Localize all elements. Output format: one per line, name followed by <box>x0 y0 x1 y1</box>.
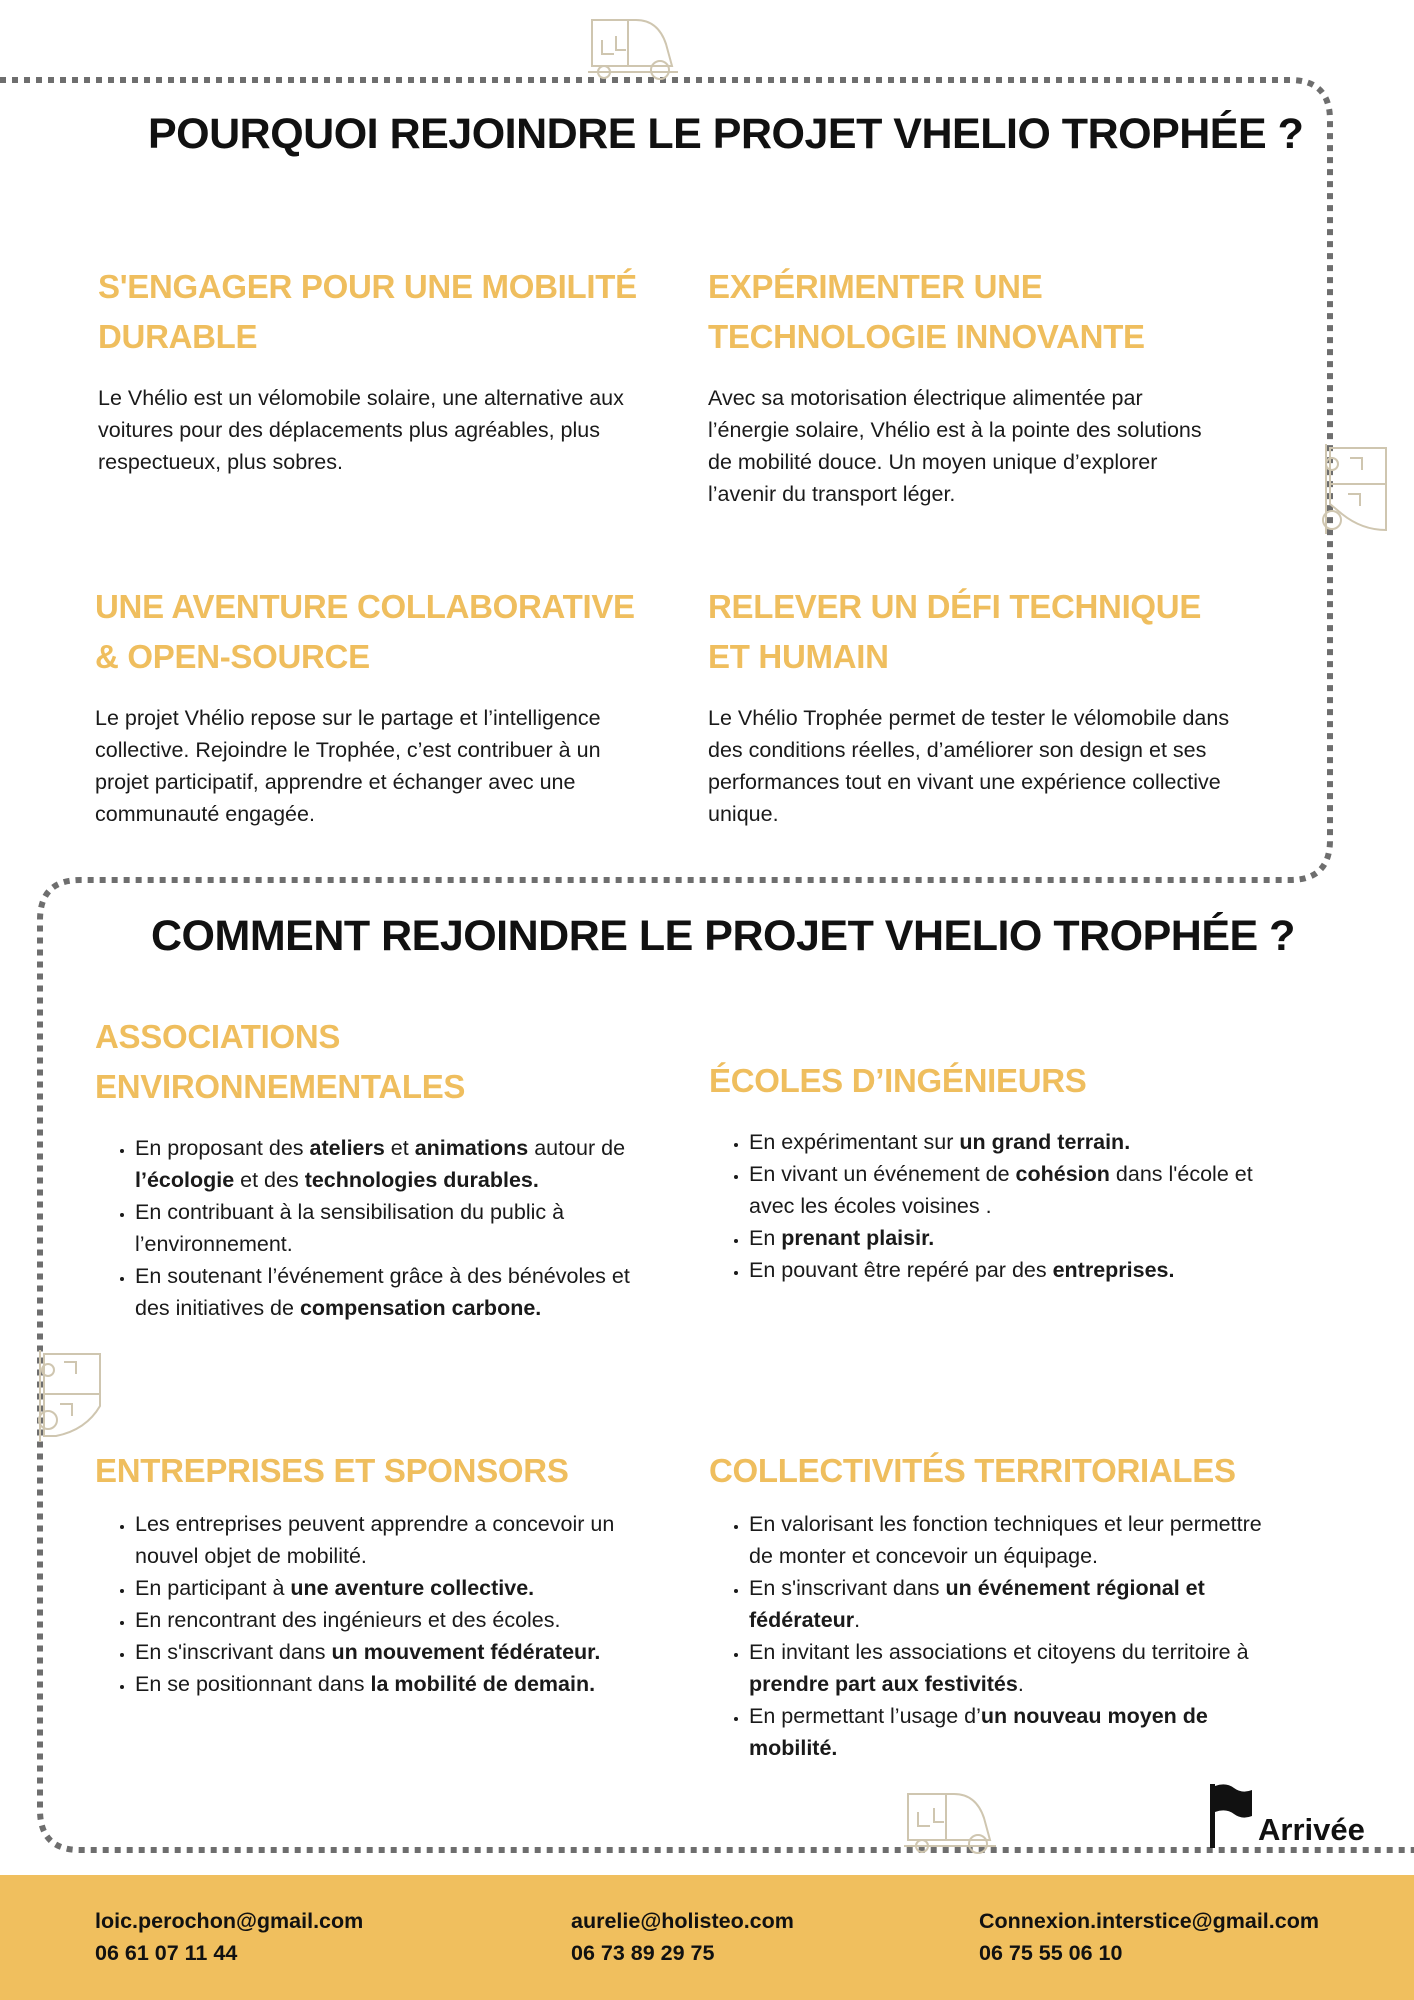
list-item: • En s'inscrivant dans un mouvement fédérateur. <box>135 1636 640 1668</box>
emphasis-text: un mouvement fédérateur. <box>331 1640 601 1664</box>
benefit-text: Le Vhélio Trophée permet de tester le vélomobile dans des conditions réelles, d’améliorer son design et ses performances tout en vivant une expérience collective unique. <box>708 706 1230 826</box>
list-item: • En vivant un événement de cohésion dans l'école et avec les écoles voisines . <box>749 1158 1254 1222</box>
list-item: • En soutenant l’événement grâce à des bénévoles et des initiatives de compensation carbone. <box>135 1260 640 1324</box>
benefit-heading: S'ENGAGER POUR UNE MOBILITÉ DURABLE <box>98 268 637 355</box>
benefit-card-technologie <box>708 262 1228 510</box>
audience-heading: ÉCOLES D’INGÉNIEURS <box>709 1062 1087 1099</box>
benefit-card-open-source <box>95 582 640 830</box>
contact-block <box>571 1905 794 1969</box>
emphasis-text: la mobilité de demain. <box>370 1672 596 1696</box>
audience-list <box>709 1508 1284 1764</box>
contact-block <box>979 1905 1319 1969</box>
contact-phone[interactable]: 06 61 07 11 44 <box>95 1941 238 1965</box>
audience-ecoles <box>709 1056 1254 1286</box>
list-item: • En permettant l’usage d’un nouveau moyen de mobilité. <box>749 1700 1284 1764</box>
list-item: • En valorisant les fonction techniques et leur permettre de monter et concevoir un équipage. <box>749 1508 1284 1572</box>
emphasis-text: l’écologie <box>135 1168 235 1192</box>
contact-email[interactable]: loic.perochon@gmail.com <box>95 1909 364 1933</box>
emphasis-text: compensation carbone. <box>299 1296 542 1320</box>
list-item: • En expérimentant sur un grand terrain. <box>749 1126 1254 1158</box>
audience-heading: ENTREPRISES ET SPONSORS <box>95 1452 569 1489</box>
audience-list <box>709 1126 1254 1286</box>
benefit-heading: EXPÉRIMENTER UNE TECHNOLOGIE INNOVANTE <box>708 268 1145 355</box>
section1-title: POURQUOI REJOINDRE LE PROJET VHELIO TROPHÉE ? <box>148 110 1304 158</box>
contact-footer <box>0 1875 1414 2000</box>
section2-title: COMMENT REJOINDRE LE PROJET VHELIO TROPHÉE ? <box>151 912 1295 960</box>
solar-velomobile-icon <box>36 1350 104 1442</box>
audience-associations <box>95 1012 640 1324</box>
emphasis-text: un nouveau moyen de mobilité. <box>749 1704 1208 1760</box>
emphasis-text: entreprises. <box>1052 1258 1175 1282</box>
contact-phone[interactable]: 06 73 89 29 75 <box>571 1941 715 1965</box>
contact-block <box>95 1905 363 1969</box>
benefit-text: Le Vhélio est un vélomobile solaire, une alternative aux voitures pour des déplacements plus agréables, plus respectueux, plus sobres. <box>98 386 624 474</box>
emphasis-text: ateliers <box>309 1136 385 1160</box>
list-item: • En prenant plaisir. <box>749 1222 1254 1254</box>
list-item: • En rencontrant des ingénieurs et des écoles. <box>135 1604 640 1636</box>
finish-marker <box>1206 1782 1365 1848</box>
list-item: • En se positionnant dans la mobilité de demain. <box>135 1668 640 1700</box>
solar-velomobile-icon <box>588 14 680 82</box>
emphasis-text: cohésion <box>1015 1162 1110 1186</box>
benefit-card-mobilite <box>98 262 638 478</box>
list-item: • Les entreprises peuvent apprendre a concevoir un nouvel objet de mobilité. <box>135 1508 640 1572</box>
audience-entreprises <box>95 1446 640 1700</box>
emphasis-text: prenant plaisir. <box>781 1226 935 1250</box>
finish-label: Arrivée <box>1258 1812 1365 1847</box>
list-item: • En s'inscrivant dans un événement régional et fédérateur. <box>749 1572 1284 1636</box>
list-item: • En participant à une aventure collective. <box>135 1572 640 1604</box>
audience-heading: ASSOCIATIONS ENVIRONNEMENTALES <box>95 1018 466 1105</box>
benefit-heading: UNE AVENTURE COLLABORATIVE & OPEN-SOURCE <box>95 588 635 675</box>
benefit-card-defi <box>708 582 1238 830</box>
finish-flag-icon <box>1206 1782 1254 1848</box>
list-item: • En proposant des ateliers et animations autour de l’écologie et des technologies durables. <box>135 1132 640 1196</box>
contact-phone[interactable]: 06 75 55 06 10 <box>979 1941 1123 1965</box>
contact-email[interactable]: Connexion.interstice@gmail.com <box>979 1909 1319 1933</box>
emphasis-text: animations <box>414 1136 529 1160</box>
benefit-text: Avec sa motorisation électrique alimentée par l’énergie solaire, Vhélio est à la pointe des solutions de mobilité douce. Un moyen unique d’explorer l’avenir du transport léger. <box>708 386 1202 506</box>
solar-velomobile-icon <box>904 1788 996 1856</box>
solar-velomobile-icon <box>1322 444 1390 536</box>
emphasis-text: une aventure collective. <box>290 1576 535 1600</box>
benefit-text: Le projet Vhélio repose sur le partage et l’intelligence collective. Rejoindre le Trophée, c’est contribuer à un projet participatif, apprendre et échanger avec une communauté engagée. <box>95 706 601 826</box>
audience-list <box>95 1508 640 1700</box>
list-item: • En contribuant à la sensibilisation du public à l’environnement. <box>135 1196 640 1260</box>
emphasis-text: un grand terrain. <box>959 1130 1131 1154</box>
audience-heading: COLLECTIVITÉS TERRITORIALES <box>709 1452 1236 1489</box>
emphasis-text: prendre part aux festivités <box>749 1672 1018 1696</box>
emphasis-text: un événement régional et fédérateur <box>749 1576 1205 1632</box>
emphasis-text: technologies durables. <box>304 1168 539 1192</box>
audience-list <box>95 1132 640 1324</box>
contact-email[interactable]: aurelie@holisteo.com <box>571 1909 794 1933</box>
benefit-heading: RELEVER UN DÉFI TECHNIQUE ET HUMAIN <box>708 588 1202 675</box>
audience-collectivites <box>709 1446 1284 1764</box>
list-item: • En pouvant être repéré par des entreprises. <box>749 1254 1254 1286</box>
list-item: • En invitant les associations et citoyens du territoire à prendre part aux festivités. <box>749 1636 1284 1700</box>
